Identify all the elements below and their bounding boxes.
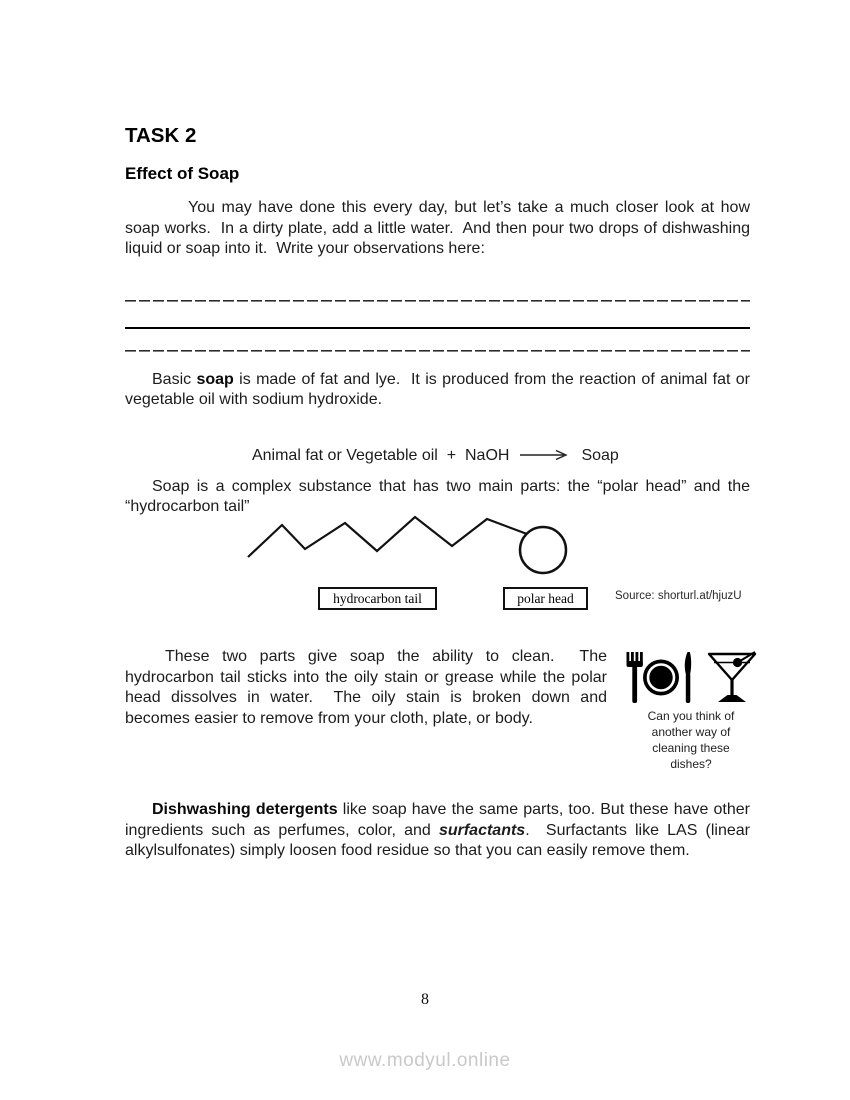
- source-caption: Source: shorturl.at/hjuzU: [615, 589, 742, 602]
- page-number: 8: [421, 991, 429, 1008]
- detergents-mid: like soap have the same parts, too. But these have other ingredients such as perfumes, color, and: [125, 800, 755, 839]
- hydrocarbon-tail-label: hydrocarbon tail: [318, 587, 437, 610]
- clean-paragraph: These two parts give soap the ability to clean. The hydrocarbon tail sticks into the oily stain or grease while the polar head dissolves in water. The oily stain is broken down and becomes easier to remove from your cloth, plate, or body.: [125, 647, 612, 727]
- soap-bold: soap: [196, 370, 234, 388]
- basic-soap-pre: Basic: [152, 370, 197, 388]
- basic-soap-paragraph: [125, 370, 755, 411]
- task-title: TASK 2: [125, 124, 197, 147]
- polar-head-label: polar head: [503, 587, 588, 610]
- soap-equation: [125, 429, 750, 464]
- observation-line-3: [125, 350, 750, 352]
- caption-line: Can you think of: [647, 708, 735, 723]
- aside-icons: [615, 647, 767, 704]
- detergents-post: . Surfactants like LAS (linear alkylsulfonates) simply loosen food residue so that you can easily remove them.: [125, 821, 755, 860]
- intro-paragraph: You may have done this every day, but let’s take a much closer look at how soap works. In a dirty plate, add a little water. And then pour two drops of dishwashing liquid or soap into it. Write your observations here:: [125, 199, 755, 258]
- page-content: [125, 124, 755, 862]
- reaction-arrow-icon: [519, 449, 571, 461]
- clean-section: [125, 647, 750, 772]
- dishes-aside: [615, 647, 767, 772]
- basic-soap-post: is made of fat and lye. It is produced from the reaction of animal fat or vegetable oil with sodium hydroxide.: [125, 370, 755, 409]
- caption-line: cleaning these: [652, 740, 730, 755]
- caption-line: dishes?: [670, 756, 712, 771]
- caption-line: another way of: [651, 724, 731, 739]
- observation-line-2: [125, 327, 750, 329]
- soap-molecule-diagram: [125, 512, 750, 617]
- restaurant-icon: [625, 651, 693, 704]
- aside-caption: [615, 708, 767, 772]
- equation-reactants: Animal fat or Vegetable oil + NaOH: [251, 446, 510, 464]
- detergents-bold: Dishwashing detergents: [152, 800, 338, 818]
- section-title: Effect of Soap: [125, 164, 240, 183]
- detergents-paragraph: [125, 800, 755, 862]
- watermark: www.modyul.online: [339, 1050, 511, 1071]
- surfactants-bold-italic: surfactants: [438, 821, 526, 839]
- molecule-drawing-icon: [125, 512, 750, 587]
- complex-paragraph: Soap is a complex substance that has two main parts: the “polar head” and the “hydrocarbon tail”: [125, 477, 755, 516]
- observation-line-1: [125, 300, 750, 302]
- equation-product: Soap: [581, 446, 619, 464]
- martini-glass-icon: [706, 651, 758, 704]
